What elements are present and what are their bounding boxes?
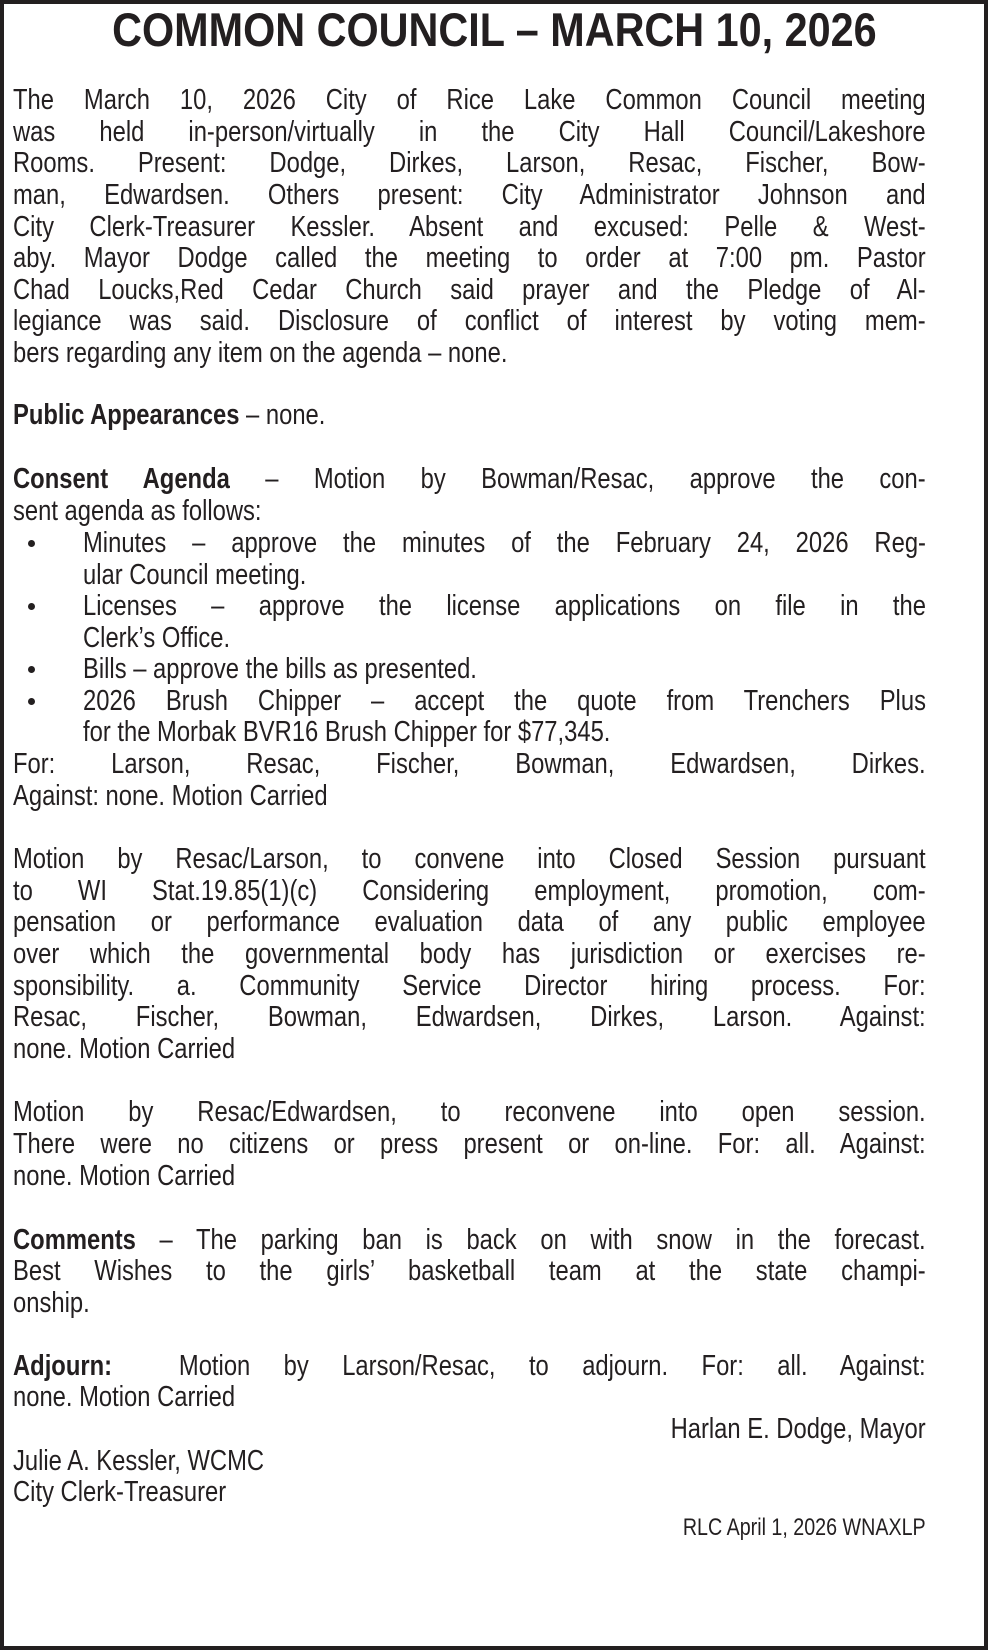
clerk-title: City Clerk-Treasurer: [13, 1476, 227, 1508]
comments-text: – The parking ban is back on with snow in the forecast.: [135, 1224, 926, 1256]
consent-agenda-heading: Consent Agenda: [13, 463, 230, 495]
bullet-item-brush-chipper: 2026 Brush Chipper – accept the quote from Trenchers Plus: [83, 685, 926, 717]
bullet-item-licenses: Clerk’s Office.: [83, 622, 231, 654]
adjourn-text: Motion by Larson/Resac, to adjourn. For: all. Against:: [112, 1350, 926, 1382]
closed-session-line: pensation or performance evaluation data of any public employee: [13, 906, 926, 938]
reconvene-line: There were no citizens or press present or on-line. For: all. Against:: [13, 1128, 926, 1160]
opening-line: was held in-person/virtually in the City Hall Council/Lakeshore: [13, 116, 926, 148]
opening-line: bers regarding any item on the agenda – none.: [13, 337, 508, 369]
publication-line: RLC April 1, 2026 WNAXLP: [682, 1514, 926, 1541]
consent-vote-line: Against: none. Motion Carried: [13, 780, 328, 812]
adjourn-line: none. Motion Carried: [13, 1381, 236, 1413]
bullet-item-minutes: ular Council meeting.: [83, 559, 307, 591]
public-appearances-heading: Public Appearances: [13, 399, 240, 431]
consent-vote-line: For: Larson, Resac, Fischer, Bowman, Edwardsen, Dirkes.: [13, 748, 926, 780]
consent-agenda-line: [13, 463, 926, 495]
comments-line: [13, 1224, 926, 1256]
reconvene-line: none. Motion Carried: [13, 1160, 236, 1192]
bullet-icon: [28, 666, 35, 673]
bullet-icon: [28, 698, 35, 705]
closed-session-line: over which the governmental body has jurisdiction or exercises re-: [13, 938, 926, 970]
clerk-name: Julie A. Kessler, WCMC: [13, 1445, 265, 1477]
bullet-icon: [28, 540, 35, 547]
bullet-item-brush-chipper: for the Morbak BVR16 Brush Chipper for $77,345.: [83, 716, 611, 748]
closed-session-line: sponsibility. a. Community Service Director hiring process. For:: [13, 970, 926, 1002]
closed-session-line: none. Motion Carried: [13, 1033, 236, 1065]
closed-session-line: Motion by Resac/Larson, to convene into Closed Session pursuant: [13, 843, 926, 875]
public-appearances-section: [13, 399, 926, 431]
comments-line: onship.: [13, 1287, 90, 1319]
consent-agenda-line: sent agenda as follows:: [13, 495, 262, 527]
opening-line: aby. Mayor Dodge called the meeting to order at 7:00 pm. Pastor: [13, 242, 926, 274]
opening-line: man, Edwardsen. Others present: City Administrator Johnson and: [13, 179, 926, 211]
opening-line: Rooms. Present: Dodge, Dirkes, Larson, Resac, Fischer, Bow-: [13, 147, 926, 179]
reconvene-line: Motion by Resac/Edwardsen, to reconvene into open session.: [13, 1096, 926, 1128]
adjourn-heading: Adjourn:: [13, 1350, 113, 1382]
opening-line: The March 10, 2026 City of Rice Lake Common Council meeting: [13, 84, 926, 116]
notice-title: [0, 4, 988, 56]
comments-line: Best Wishes to the girls’ basketball team at the state champi-: [13, 1255, 926, 1287]
closed-session-line: Resac, Fischer, Bowman, Edwardsen, Dirkes, Larson. Against:: [13, 1001, 926, 1033]
opening-line: legiance was said. Disclosure of conflict of interest by voting mem-: [13, 305, 926, 337]
bullet-item-minutes: Minutes – approve the minutes of the February 24, 2026 Reg-: [83, 527, 926, 559]
bullet-item-bills: Bills – approve the bills as presented.: [83, 653, 477, 685]
closed-session-line: to WI Stat.19.85(1)(c) Considering employment, promotion, com-: [13, 875, 926, 907]
public-appearances-text: – none.: [239, 399, 326, 431]
bullet-icon: [28, 603, 35, 610]
comments-heading: Comments: [13, 1224, 136, 1256]
mayor-signature: Harlan E. Dodge, Mayor: [670, 1413, 926, 1445]
bullet-item-licenses: Licenses – approve the license applications on file in the: [83, 590, 926, 622]
opening-line: Chad Loucks,Red Cedar Church said prayer and the Pledge of Al-: [13, 274, 926, 306]
opening-line: City Clerk-Treasurer Kessler. Absent and excused: Pelle & West-: [13, 211, 926, 243]
adjourn-line: [13, 1350, 926, 1382]
notice-title-text: COMMON COUNCIL – MARCH 10, 2026: [111, 3, 877, 56]
consent-agenda-text: – Motion by Bowman/Resac, approve the con-: [229, 463, 926, 495]
